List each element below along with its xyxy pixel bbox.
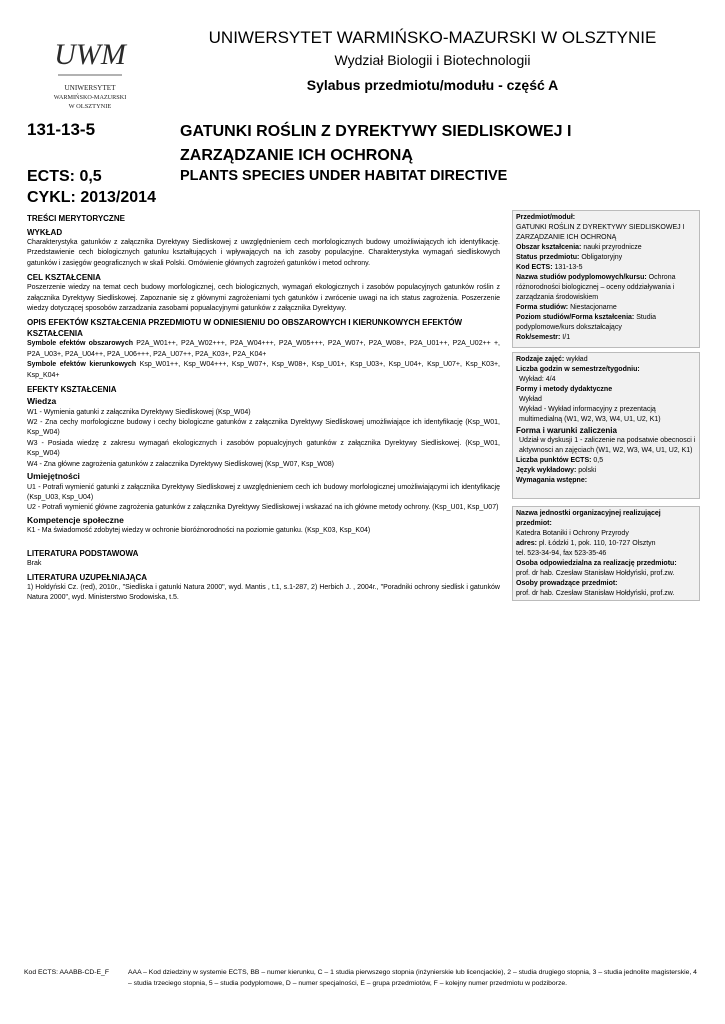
effect-u2: U2 - Potrafi wymienić główne zagrożenia gatunków z załącznika Dyrektywy Siedliskowej i wskazać na ich główne metody ochrony. (Ksp_U01, Ksp_U07) (27, 504, 499, 512)
course-title-pl-line1: GATUNKI ROŚLIN Z DYREKTYWY SIEDLISKOWEJ I (180, 123, 572, 140)
osoba-value: prof. dr hab. Czesław Stanisław Hołdyński, prof.zw. (516, 570, 675, 577)
university-name: UNIWERSYTET WARMIŃSKO-MAZURSKI W OLSZTYNIE (208, 28, 657, 47)
heading-literatura-uzupelniajaca: LITERATURA UZUPEŁNIAJĄCA (27, 573, 147, 583)
sylabus-title: Sylabus przedmiotu/modułu - część A (306, 77, 559, 93)
przedmiot-value: GATUNKI ROŚLIN Z DYREKTYWY SIEDLISKOWEJ I ZARZĄDZANIE ICH OCHRONĄ (516, 224, 685, 241)
adres-value: pl. Łódzki 1, pok. 110, 10-727 Olsztyn (537, 540, 656, 547)
kod-value: 131-13-5 (552, 264, 583, 271)
literatura-podstawowa: Brak (27, 559, 42, 567)
course-title-pl-line2: ZARZĄDZANIE ICH OCHRONĄ (180, 147, 413, 164)
formy-value-1: Wykład (519, 396, 542, 403)
rok-label: Rok/semestr: (516, 334, 561, 341)
warunki-label: Forma i warunki zaliczenia (516, 426, 617, 435)
heading-cel: CEL KSZTAŁCENIA (27, 273, 101, 283)
forma-studiow-value: Niestacjonarne (568, 304, 617, 311)
punkty-label: Liczba punktów ECTS: (516, 457, 592, 464)
obszar-value: nauki przyrodnicze (581, 244, 642, 251)
symbole-kierunkowe-value: Ksp_W01++, Ksp_W04+++, Ksp_W07+, Ksp_W08+, Ksp_U01+, Ksp_U03+, Ksp_U04+, Ksp_U07+, Ksp_K03+, Ksp_K04+ (27, 361, 500, 379)
symbole-kierunkowe-label: Symbole efektów kierunkowych (27, 361, 137, 369)
prowadzace-label: Osoby prowadzące przedmiot: (516, 580, 618, 587)
formy-label: Formy i metody dydaktyczne (516, 386, 613, 393)
effect-u1: U1 - Potrafi wymienić gatunki z załącznika Dyrektywy Siedliskowej z uwzględnieniem cech ich budowy morfologicznej umożliwiającymi ich identyfikację (Ksp_U03, Ksp_U04) (27, 483, 500, 501)
footer-kod: Kod ECTS: AAABB-CD-E_F (24, 969, 109, 976)
liczba-godzin-value: Wykład: 4/4 (519, 376, 556, 383)
footer-description: AAA – Kod dziedziny w systemie ECTS, BB – numer kierunku, C – 1 studia pierwszego stopnia (inżynierskie lub licencjackie), 2 – studia drugiego stopnia, 3 – studia jednolite magisterskie, 4 – studia trzeciego stopnia, 5 – studia podyplomowe, D – numer specjalności, E – grupa przedmiotów, F – kolejny numer przedmiotu w podziborze. (128, 969, 697, 987)
forma-studiow-label: Forma studiów: (516, 304, 569, 311)
course-title-pl (180, 120, 690, 168)
wyklad-text: Charakterystyka gatunków z załącznika Dyrektywy Siedliskowej z uwzględnieniem cech morfologicznych budowy umożliwiających ich identyfikację. Przedstawienie cech biologicznych gatunku kształtujących i wpływających na ich zasoby populacyjne. Charakterystyka wymagań siedliskowych gatunków i zasięgów geograficznych w skali Polski. Omówienie głównych zagrożeń gatunków i metod ochrony. (27, 239, 500, 267)
course-cycle: CYKL: 2013/2014 (27, 189, 156, 206)
warunki-value: Udział w dyskusji 1 - zaliczenie na podsatwie obecnosci i aktywnosci an zajęciach (W1, W2, W3, W4, U1, U2, K1) (519, 437, 696, 454)
poziom-value: Studia podyplomowe/kurs dokształcający (516, 314, 657, 331)
course-ects: ECTS: 0,5 (27, 168, 102, 185)
heading-efekty: EFEKTY KSZTAŁCENIA (27, 385, 117, 395)
cel-text: Poszerzenie wiedzy na temat cech budowy morfologicznej, cech biologicznych, wymagań ekologicznych i zasobów populacyjnych gatunków roślin z załącznika Dyrektywy Siedliskowej. Zapoznanie się z głównymi zagrożeniami tych gatunków i zwrócenie uwagi na ich status zagrożenia. Poszerzenie wiedzy dotyczącej sposobów zarzadzania zasobami popualacyjnymi gatunków z załącznika Dyrektywy. (27, 284, 500, 313)
adres-label: adres: (516, 540, 538, 547)
syllabus-content (27, 210, 500, 604)
jednostka-label: Nazwa jednostki organizacyjnej realizującej przedmiot: (516, 510, 661, 527)
heading-kompetencje: Kompetencje społeczne (27, 514, 124, 525)
prowadzace-value: prof. dr hab. Czesław Stanisław Hołdyński, prof.zw. (516, 590, 675, 597)
formy-value-2: Wykład - Wykład informacyjny z prezentacją multimedialną (W1, W2, W3, W4, U1, U2, K1) (519, 406, 661, 423)
info-box-course (512, 210, 700, 348)
status-value: Obligatoryjny (579, 254, 623, 261)
effect-w4: W4 - Zna główne zagrożenia gatunków z załacznika Dyrektywy Siedliskowej (Ksp_W07, Ksp_W08) (27, 460, 334, 468)
obszar-label: Obszar kształcenia: (516, 244, 582, 251)
heading-literatura-podstawowa: LITERATURA PODSTAWOWA (27, 548, 139, 558)
footer (24, 968, 702, 989)
symbole-obszarowe-value: P2A_W01++, P2A_W02+++, P2A_W04+++, P2A_W05+++, P2A_W07+, P2A_W08+, P2A_U01++, P2A_U02++ +, P2A_U03+, P2A_U04++, P2A_U06+++, P2A_U07++, P2A_K03+, P2A_K04+ (27, 340, 500, 358)
przedmiot-label: Przedmiot/moduł: (516, 214, 576, 221)
kod-label: Kod ECTS: (516, 264, 553, 271)
literatura-uzupelniajaca: 1) Hołdyński Cz. (red), 2010r., "Siedliska i gatunki Natura 2000", wyd. Mantis , t.1, s.1-287, 2) Herbich J. , 2004r., "Poradniki ochrony siedlisk i gatunków Natura 2000", wyd. Ministerstwo Srodowiska, t.5. (27, 584, 500, 602)
info-box-classes (512, 352, 700, 499)
wymagania-label: Wymagania wstępne: (516, 477, 588, 484)
course-code: 131-13-5 (27, 120, 96, 139)
heading-wiedza: Wiedza (27, 396, 57, 407)
symbole-kierunkowe (27, 360, 500, 381)
heading-wyklad: WYKŁAD (27, 228, 63, 237)
logo-caption-1: UNIWERSYTET (64, 84, 116, 92)
faculty-name: Wydział Biologii i Biotechnologii (334, 52, 531, 68)
effect-w2: W2 - Zna cechy morfologiczne budowy i cechy biologiczne gatunków z załącznika Dyrektywy Siedliskowej umożliwiające ich identyfikację (Ksp_W01, Ksp_W04) (27, 418, 500, 437)
liczba-godzin-label: Liczba godzin w semestrze/tygodniu: (516, 366, 640, 373)
tel-value: tel. 523-34-94, fax 523-35-46 (516, 550, 607, 557)
heading-umiejetnosci: Umiejętności (27, 471, 80, 481)
effect-w3: W3 - Posiada wiedzę z zakresu wymagań ekologicznych i zasobów popualcyjnych gatunków z załącznika Dyrektywy Siedliskowej. (Ksp_W01, Ksp_W04) (27, 439, 500, 458)
rok-value: I/1 (560, 334, 571, 341)
osoba-label: Osoba odpowiedzialna za realizację przedmiotu: (516, 560, 677, 567)
poziom-label: Poziom studiów/Forma kształcenia: (516, 314, 635, 321)
jezyk-label: Język wykładowy: (516, 467, 577, 474)
kierunek-value: Ochrona różnorodności biologicznej – oceny oddziaływania i zarządzania środowiskiem (516, 274, 676, 301)
heading-tresci: TREŚCI MERYTORYCZNE (27, 214, 125, 223)
symbole-obszarowe (27, 339, 500, 360)
punkty-value: 0,5 (591, 457, 604, 464)
course-title-en: PLANTS SPECIES UNDER HABITAT DIRECTIVE (180, 168, 508, 184)
rodzaje-value: wykład (564, 356, 588, 363)
kierunek-label: Nazwa studiów podyplomowych/kursu: (516, 274, 647, 281)
jednostka-value: Katedra Botaniki i Ochrony Przyrody (516, 530, 629, 537)
logo-caption-3: W OLSZTYNIE (68, 103, 112, 110)
jezyk-value: polski (576, 467, 597, 474)
symbole-obszarowe-label: Symbole efektów obszarowych (27, 340, 133, 348)
effect-w1: W1 - Wymienia gatunki z załącznika Dyrektywy Siedliskowej (Ksp_W04) (27, 408, 251, 416)
logo-monogram: UWM (54, 38, 126, 71)
university-logo (44, 20, 136, 124)
status-label: Status przedmiotu: (516, 254, 580, 261)
logo-caption-2: WARMIŃSKO-MAZURSKI (53, 94, 127, 101)
info-box-unit (512, 506, 700, 601)
rodzaje-label: Rodzaje zajęć: (516, 356, 565, 363)
heading-opis-efektow: OPIS EFEKTÓW KSZTAŁCENIA PRZEDMIOTU W ODNIESIENIU DO OBSZAROWYCH I KIERUNKOWYCH EFEKTÓW KSZTAŁCENIA (27, 318, 463, 339)
effect-k1: K1 - Ma świadomość zdobytej wiedzy w ochronie bioróżnorodności na poziomie gatunku. (Ksp_K03, Ksp_K04) (27, 527, 371, 535)
